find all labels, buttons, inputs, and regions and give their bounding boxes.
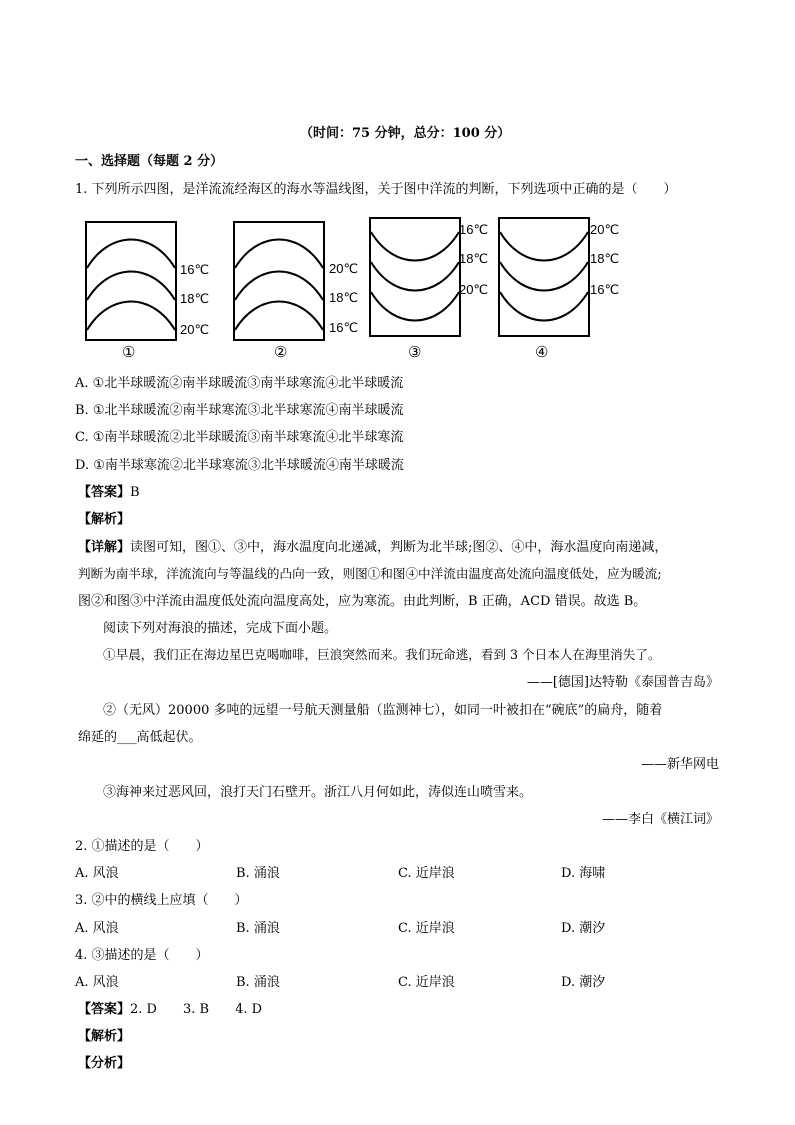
q4-option-b: B. 涌浪 bbox=[236, 975, 280, 990]
q1-detail-line-2: 判断为南半球，洋流流向与等温线的凸向一致，则图①和图④中洋流由温度高处流向温度低处，应为暖流; bbox=[78, 566, 662, 581]
q2-option-a: A. 风浪 bbox=[75, 866, 119, 881]
reading-intro: 阅读下列对海浪的描述，完成下面小题。 bbox=[103, 621, 338, 636]
figure-3-label-3: 20℃ bbox=[459, 282, 489, 297]
figure-2 bbox=[234, 222, 324, 340]
q1-option-d: D. ①南半球寒流②北半球寒流③北半球暖流④南半球暖流 bbox=[75, 458, 404, 473]
q3-option-b: B. 涌浪 bbox=[236, 921, 280, 936]
q1-option-c: C. ①南半球暖流②北半球暖流③南半球寒流④北半球寒流 bbox=[75, 430, 404, 445]
question-2-stem: 2. ①描述的是（ ） bbox=[75, 839, 209, 854]
question-3-stem: 3. ②中的横线上应填（ ） bbox=[75, 893, 248, 908]
detail-text: 读图可知，图①、③中，海水温度向北递减，判断为北半球;图②、④中，海水温度向南递减， bbox=[130, 540, 668, 555]
analysis-2-label: 【解析】 bbox=[78, 1029, 131, 1044]
figure-1-label-1: 16℃ bbox=[180, 262, 210, 277]
answers-2-4 bbox=[78, 998, 262, 1017]
answers-label: 【答案】 bbox=[78, 1002, 131, 1017]
q1-analysis-label: 【解析】 bbox=[78, 512, 131, 527]
q4-option-c: C. 近岸浪 bbox=[398, 975, 455, 990]
reading-passage-2b: 绵延的___高低起伏。 bbox=[78, 730, 202, 745]
figure-2-id: ② bbox=[274, 343, 288, 361]
section-title: 一、选择题（每题 2 分） bbox=[75, 154, 224, 169]
figure-4-label-1: 20℃ bbox=[590, 222, 620, 237]
q2-option-b: B. 涌浪 bbox=[236, 866, 280, 881]
answer-value: B bbox=[130, 485, 140, 500]
figure-2-label-3: 16℃ bbox=[329, 320, 359, 335]
exam-subtitle: （时间：75 分钟，总分：100 分） bbox=[300, 126, 511, 141]
q1-answer bbox=[78, 481, 140, 500]
q1-detail-line-3: 图②和图③中洋流由温度低处流向温度高处，应为寒流。由此判断，B 正确，ACD 错误。故选 B。 bbox=[78, 594, 647, 609]
q1-option-b: B. ①北半球暖流②南半球寒流③北半球寒流④南半球暖流 bbox=[75, 403, 404, 418]
answer-label: 【答案】 bbox=[78, 485, 131, 500]
q3-option-c: C. 近岸浪 bbox=[398, 921, 455, 936]
figure-4-label-3: 16℃ bbox=[590, 282, 620, 297]
q2-option-c: C. 近岸浪 bbox=[398, 866, 455, 881]
q3-option-a: A. 风浪 bbox=[75, 921, 119, 936]
figure-1-label-2: 18℃ bbox=[180, 291, 210, 306]
figure-3-id: ③ bbox=[408, 343, 422, 361]
figure-4-id: ④ bbox=[535, 343, 549, 361]
figure-1-id: ① bbox=[122, 343, 136, 361]
reading-source-2: ——新华网电 bbox=[640, 757, 719, 772]
q2-option-d: D. 海啸 bbox=[561, 866, 606, 881]
figure-3-label-2: 18℃ bbox=[459, 251, 489, 266]
isotherm-figures bbox=[0, 210, 795, 370]
question-4-stem: 4. ③描述的是（ ） bbox=[75, 948, 209, 963]
figure-1 bbox=[86, 222, 176, 340]
q4-option-a: A. 风浪 bbox=[75, 975, 119, 990]
figure-1-label-3: 20℃ bbox=[180, 322, 210, 337]
reading-source-1: ——[德国]达特勒《泰国普吉岛》 bbox=[526, 675, 719, 690]
figure-3 bbox=[370, 218, 460, 336]
reading-source-3: ——李白《横江词》 bbox=[601, 812, 719, 827]
figure-2-label-2: 18℃ bbox=[329, 290, 359, 305]
detail-label: 【详解】 bbox=[78, 540, 131, 555]
q3-option-d: D. 潮汐 bbox=[561, 921, 606, 936]
figure-4-label-2: 18℃ bbox=[590, 251, 620, 266]
reading-passage-1: ①早晨，我们正在海边星巴克喝咖啡，巨浪突然而来。我们玩命逃，看到 3 个日本人在海里消失了。 bbox=[103, 647, 661, 662]
reading-passage-3: ③海神来过恶风回，浪打天门石壁开。浙江八月何如此，涛似连山喷雪来。 bbox=[103, 785, 533, 800]
reading-passage-2a: ②（无风）20000 多吨的远望一号航天测量船（监测神七），如同一叶被扣在“碗底”的扁舟，随着 bbox=[103, 703, 663, 718]
fenxi-label: 【分析】 bbox=[78, 1056, 131, 1071]
question-1-stem: 1. 下列所示四图，是洋流流经海区的海水等温线图，关于图中洋流的判断，下列选项中正确的是（ ） bbox=[75, 182, 677, 197]
figure-2-label-1: 20℃ bbox=[329, 261, 359, 276]
q1-option-a: A. ①北半球暖流②南半球暖流③南半球寒流④北半球暖流 bbox=[75, 376, 404, 391]
figure-3-label-1: 16℃ bbox=[459, 222, 489, 237]
answers-value: 2. D 3. B 4. D bbox=[130, 1002, 263, 1017]
q4-option-d: D. 潮汐 bbox=[561, 975, 606, 990]
q1-detail-line-1 bbox=[78, 536, 667, 555]
figure-4 bbox=[499, 218, 589, 336]
